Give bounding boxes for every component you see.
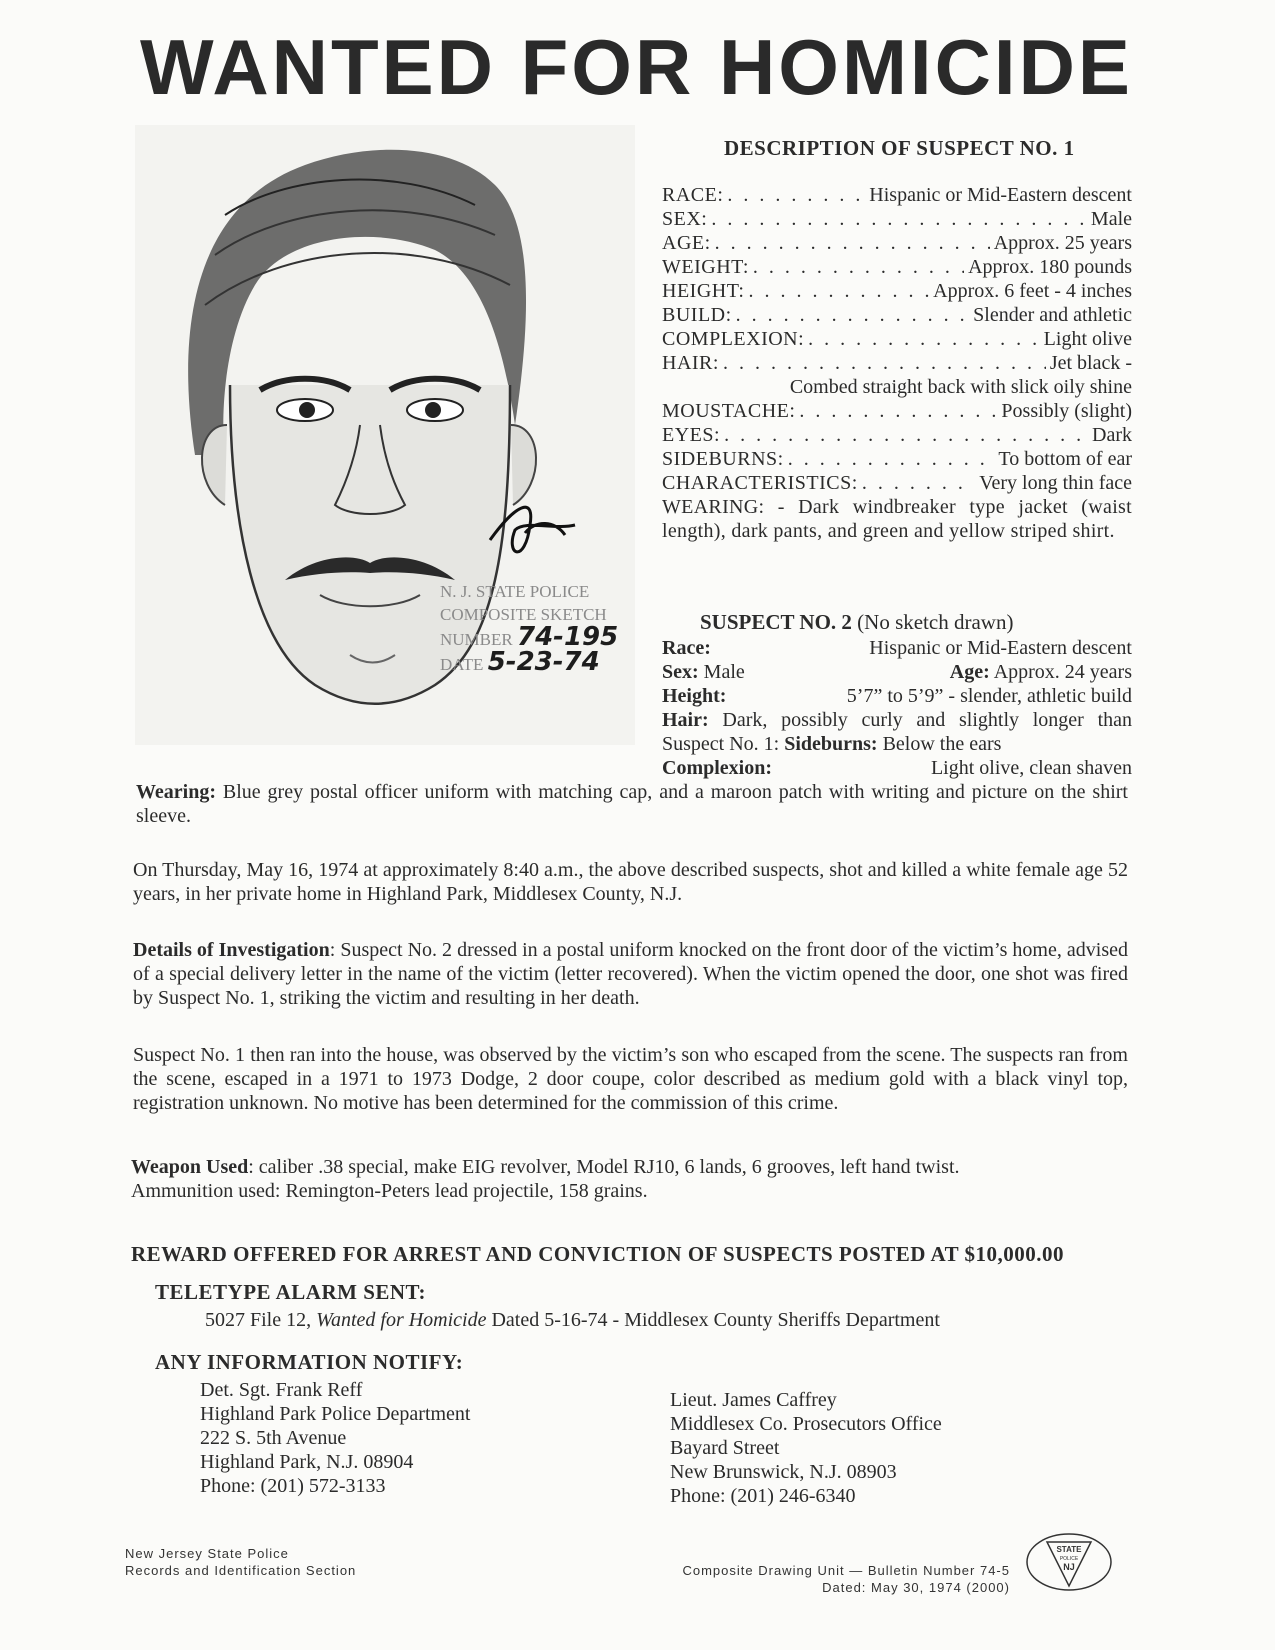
incident-summary: On Thursday, May 16, 1974 at approximately 8:40 a.m., the above described suspects, shot and killed a white female age 52 years, in her private home in Highland Park, Middlesex County, N.J. [133,859,1128,905]
suspect1-sex-row: SEX: . . . Male [662,207,1132,231]
suspect1-eyes-row: EYES: . . . Dark [662,423,1132,447]
suspect2-wearing: Wearing: Blue grey postal officer uniform with matching cap, and a maroon patch with writing and picture on the shirt sleeve. [136,781,1128,827]
svg-text:POLICE: POLICE [1059,1556,1079,1562]
stamp-number-value: 74-195 [516,622,619,652]
reward-notice: REWARD OFFERED FOR ARREST AND CONVICTION OF SUSPECTS POSTED AT $10,000.00 [131,1242,1065,1266]
suspect1-height-row: HEIGHT: . . . Approx. 6 feet - 4 inches [662,279,1132,303]
suspect2-hair-row: Hair: Dark, possibly curly and slightly longer than Suspect No. 1: Sideburns: Below the ears [662,709,1133,755]
page-title: WANTED FOR HOMICIDE [140,23,1133,111]
investigation-details-continued: Suspect No. 1 then ran into the house, was observed by the victim’s son who escaped from the scene. The suspects ran from the scene, escaped in a 1971 to 1973 Dodge, 2 door coupe, color described as medium gold with a black vinyl top, registration unknown. No motive has been determined for the commission of this crime. [133,1044,1128,1114]
suspect2-sex-age-row: Sex: Male Age: Approx. 24 years [662,661,1132,683]
suspect2-race-row: Race: Hispanic or Mid-Eastern descent [662,637,1132,659]
contact-highland-park: Det. Sgt. Frank Reff Highland Park Police Department 222 S. 5th Avenue Highland Park, N.J. 08904 Phone: (201) 572-3133 [200,1379,471,1497]
stamp-agency: N. J. STATE POLICE [440,582,590,601]
sketch-stamp [440,580,630,710]
suspect1-sideburns-row: SIDEBURNS: . . . To bottom of ear [662,447,1132,471]
footer-agency: New Jersey State Police Records and Identification Section [125,1546,357,1578]
suspect2-heading-note: (No sketch drawn) [857,610,1014,634]
state-police-seal-icon [1025,1532,1113,1592]
suspect1-age-row: AGE: . . . Approx. 25 years [662,231,1132,255]
stamp-type: COMPOSITE SKETCH [440,605,607,624]
suspect1-moustache-row: MOUSTACHE: . . . Possibly (slight) [662,399,1132,423]
svg-text:NJ: NJ [1063,1562,1075,1572]
suspect2-complexion-row: Complexion: Light olive, clean shaven [662,757,1132,779]
svg-text:STATE: STATE [1056,1545,1082,1554]
suspect1-characteristics-row: CHARACTERISTICS: . . . Very long thin face [662,471,1132,495]
suspect1-hair-continued: Combed straight back with slick oily shine [789,376,1132,398]
suspect1-build-row: BUILD: . . . Slender and athletic [662,303,1132,327]
stamp-date-value: 5-23-74 [487,647,600,677]
footer-bulletin: Composite Drawing Unit — Bulletin Number 74-5 Dated: May 30, 1974 (2000) [682,1563,1010,1595]
investigation-details: Details of Investigation: Suspect No. 2 dressed in a postal uniform knocked on the front door of the victim’s home, advised of a special delivery letter in the name of the victim (letter recovered). When the victim opened the door, one shot was fired by Suspect No. 1, striking the victim and resulting in her death. [133,939,1128,1009]
teletype-info: 5027 File 12, Wanted for Homicide Dated 5-16-74 - Middlesex County Sheriffs Department [205,1309,940,1331]
suspect1-race-row: RACE: . . . Hispanic or Mid-Eastern descent [662,183,1132,207]
stamp-date: DATE 5-23-74 [440,647,600,677]
weapon-info: Weapon Used: caliber .38 special, make EIG revolver, Model RJ10, 6 lands, 6 grooves, left hand twist. Ammunition used: Remington-Peters lead projectile, 158 grains. [131,1156,960,1202]
suspect1-complexion-row: COMPLEXION: . . . Light olive [662,327,1132,351]
suspect2-height-row: Height: 5’7” to 5’9” - slender, athletic build [662,685,1132,707]
suspect1-hair-row: HAIR: . . . Jet black - [662,351,1132,375]
suspect2-heading: SUSPECT NO. 2 (No sketch drawn) [700,610,1014,634]
teletype-heading: TELETYPE ALARM SENT: [155,1280,426,1304]
suspect1-weight-row: WEIGHT: . . . Approx. 180 pounds [662,255,1132,279]
stamp-number: NUMBER 74-195 [440,622,619,652]
suspect1-wearing: WEARING: - Dark windbreaker type jacket (waist length), dark pants, and green and yellow striped shirt. [662,496,1132,542]
suspect1-heading: DESCRIPTION OF SUSPECT NO. 1 [724,136,1075,160]
notify-heading: ANY INFORMATION NOTIFY: [155,1350,464,1374]
contact-prosecutors-office: Lieut. James Caffrey Middlesex Co. Prosecutors Office Bayard Street New Brunswick, N.J. 08903 Phone: (201) 246-6340 [670,1389,942,1507]
ammunition-info: Ammunition used: Remington-Peters lead projectile, 158 grains. [131,1180,648,1202]
